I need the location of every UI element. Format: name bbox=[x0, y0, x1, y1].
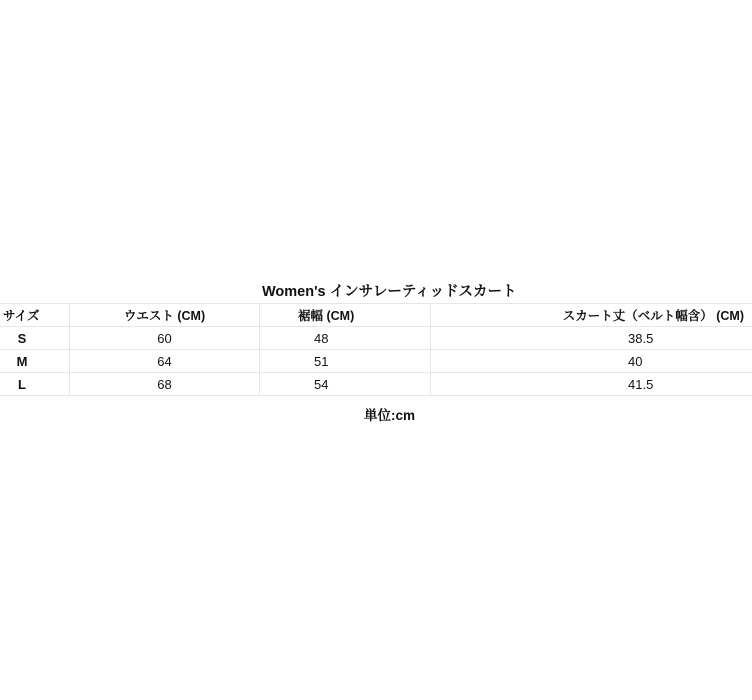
product-title-text: Women's インサレーティッドスカート bbox=[262, 284, 517, 300]
product-title bbox=[0, 278, 700, 298]
cell-hem-width: 48 bbox=[260, 327, 431, 350]
cell-skirt-length: 40 bbox=[431, 350, 752, 373]
cell-waist: 64 bbox=[70, 350, 260, 373]
cell-size-text: L bbox=[18, 376, 26, 392]
cell-waist: 68 bbox=[70, 373, 260, 396]
header-waist: ウエスト (CM) bbox=[70, 304, 260, 327]
table-row bbox=[0, 373, 752, 396]
cell-size bbox=[0, 350, 70, 373]
cell-size-text: M bbox=[16, 353, 28, 369]
cell-skirt-length: 41.5 bbox=[431, 373, 752, 396]
cell-skirt-length: 38.5 bbox=[431, 327, 752, 350]
cell-waist: 60 bbox=[70, 327, 260, 350]
header-hem-width: 裾幅 (CM) bbox=[260, 304, 431, 327]
header-size: サイズ bbox=[0, 304, 70, 327]
size-table bbox=[0, 303, 752, 396]
header-skirt-length: スカート丈（ベルト幅含） (CM) bbox=[431, 304, 752, 327]
table-row bbox=[0, 350, 752, 373]
cell-hem-width: 51 bbox=[260, 350, 431, 373]
cell-size-text: S bbox=[17, 330, 27, 346]
cell-size bbox=[0, 373, 70, 396]
table-header-row bbox=[0, 304, 752, 327]
table-row bbox=[0, 327, 752, 350]
unit-note: 単位:cm bbox=[364, 408, 416, 423]
cell-size bbox=[0, 327, 70, 350]
cell-hem-width: 54 bbox=[260, 373, 431, 396]
